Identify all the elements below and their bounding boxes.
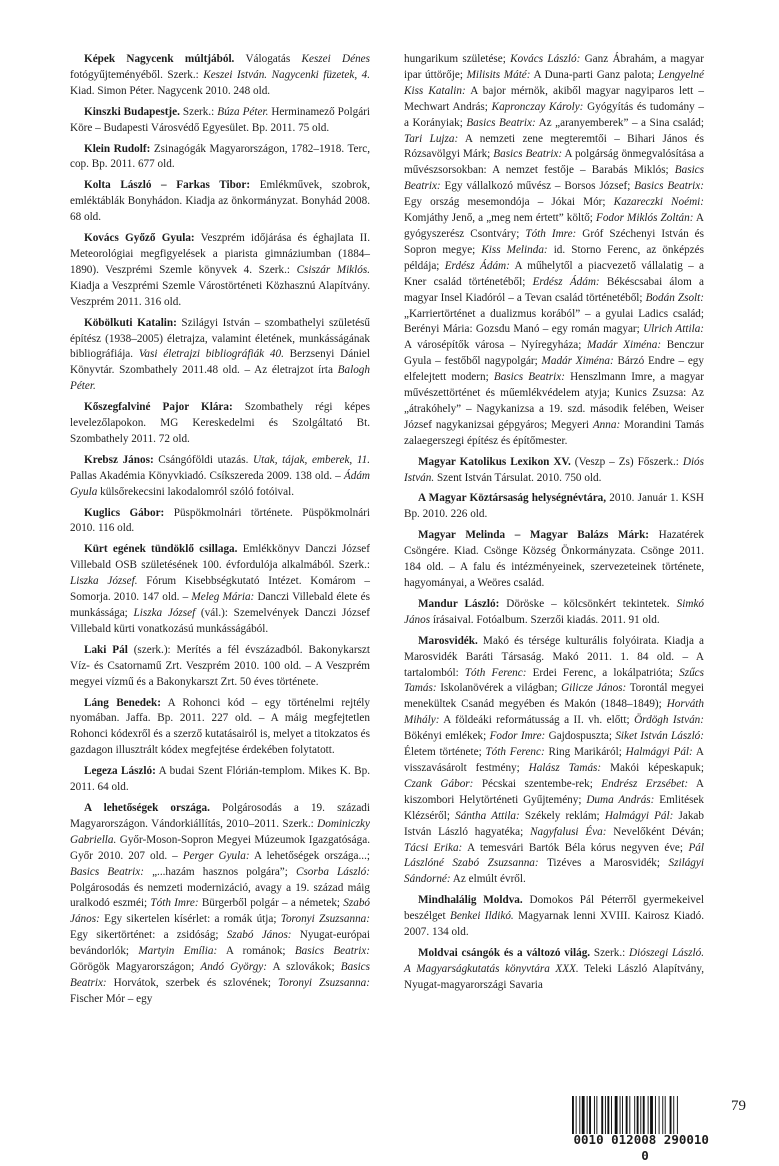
- barcode-bar: [596, 1096, 597, 1134]
- entry-text: külsőrekecsini lakodalomról szóló fotóival.: [97, 485, 295, 498]
- entry-italic-text: Lengyelné Kiss Katalin:: [404, 68, 704, 97]
- bibliography-entry: [70, 142, 370, 174]
- entry-text: A visszavásárolt festmény;: [404, 746, 704, 774]
- entry-text: A nemzeti zene megteremtői – Bihari János és Rózsavölgyi Márk;: [404, 132, 704, 161]
- barcode-bar: [605, 1096, 606, 1134]
- entry-title: Kőszegfalviné Pajor Klára:: [84, 401, 233, 414]
- entry-text: írásaival. Fotóalbum. Szerzői kiadás. 2011. 91 old.: [430, 613, 660, 626]
- entry-italic-text: Meleg Mária:: [191, 591, 255, 604]
- entry-text: „Karriertörténet a dualizmus korából” – a gyulai Ladics család; Berényi Mária: Gozsdu Manó – egy román magyar;: [404, 307, 704, 336]
- entry-italic-text: Csorba László:: [295, 865, 370, 878]
- barcode-bar: [648, 1096, 649, 1134]
- entry-title: Marosvidék.: [418, 634, 478, 647]
- bibliography-entry: [70, 506, 370, 538]
- entry-italic-text: Szilágyi Sándorné:: [404, 857, 704, 886]
- entry-text: Teleki László Alapítvány, Nyugat-magyarországi Savaria: [404, 962, 704, 991]
- entry-text: Komjáthy Jenő, a „meg nem értett” költő;: [404, 212, 596, 225]
- entry-text: Nyugat-európai bevándorlók;: [70, 929, 370, 958]
- entry-text: A városépítők városa – Nyíregyháza;: [404, 339, 588, 352]
- bibliography-entry: [70, 178, 370, 226]
- entry-text: Danczi Villebald élete és munkássága;: [70, 591, 370, 619]
- entry-italic-text: Gilicze János:: [561, 682, 627, 695]
- entry-text: A lehetőségek országa...;: [249, 849, 370, 862]
- entry-italic-text: Horváth Mihály:: [404, 698, 704, 727]
- entry-text: Fischer Mór – egy: [70, 992, 153, 1005]
- barcode-bar: [626, 1096, 628, 1134]
- entry-title: Kolta László – Farkas Tibor:: [84, 179, 251, 192]
- entry-text: Egy vállalkozó művész – Borsos József;: [440, 180, 635, 193]
- entry-italic-text: Kiss Melinda:: [481, 243, 548, 256]
- entry-italic-text: Milisits Máté:: [466, 68, 531, 81]
- barcode-bar: [665, 1096, 666, 1134]
- bibliography-entry: [70, 542, 370, 637]
- entry-text: Pécskai szentembe-rek;: [473, 777, 602, 790]
- left-column: [70, 52, 370, 1013]
- barcode-number: 0010 012008 290010 0: [573, 1132, 717, 1163]
- entry-text: (Veszp – Zs) Főszerk.:: [570, 455, 683, 468]
- entry-text: A Rohonci kód – egy történelmi rejtély nyomában. Jaffa. Bp. 2011. 227 old. – A máig megfejtetlen Rohonci kódexről és a szerző kutatásairól is, melyet a titokzatos és gazdagon illusztrált kódex megfejtése érdekében folytatott.: [70, 696, 371, 757]
- barcode-bar: [622, 1096, 623, 1134]
- bibliography-entry: [404, 491, 704, 523]
- entry-text: Kiadja a Veszprémi Szemle Várostörténeti Közhasznú Alapítvány. Veszprém 2011. 316 old.: [70, 279, 370, 308]
- page-number: 79: [731, 1098, 746, 1114]
- entry-text: Torontál megyei menekültek Csanád megyében és Makón (1848–1849);: [404, 682, 705, 711]
- entry-italic-text: Tóth Ferenc:: [464, 666, 527, 679]
- entry-text: Erdei Ferenc, a lokálpatrióta;: [526, 666, 680, 679]
- entry-text: A temesvári Bartók Béla kórus negyven éve;: [462, 841, 689, 854]
- entry-italic-text: Vasi életrajzi bibliográfiák 40.: [138, 348, 284, 361]
- entry-text: Polgárosodás a 19. századi Magyarországon. Vándorkiállítás, 2010–2011. Szerk.:: [70, 801, 370, 830]
- barcode-bar: [582, 1096, 585, 1134]
- entry-italic-text: Martyin Emília:: [138, 945, 218, 958]
- barcode-bar: [579, 1096, 580, 1134]
- bibliography-entry: [70, 400, 370, 448]
- barcode-bar: [673, 1096, 674, 1134]
- entry-italic-text: Halmágyi Pál:: [625, 746, 693, 759]
- entry-italic-text: Kapronczay Károly:: [491, 100, 584, 113]
- entry-text: Emlékművek, szobrok, emléktáblák Bonyhádon. Kiadja az önkormányzat. Bonyhád 2008. 68 old.: [70, 179, 370, 224]
- bibliography-entry: [70, 643, 370, 691]
- entry-title: Kinszki Budapestje.: [84, 105, 180, 118]
- barcode-bar: [629, 1096, 630, 1134]
- barcode-bar: [572, 1096, 574, 1134]
- entry-italic-text: Balogh Péter.: [70, 364, 370, 393]
- entry-title: Krebsz János:: [84, 453, 154, 466]
- barcode-bar: [637, 1096, 639, 1134]
- entry-text: Békéscsabai álom a magyar Insel Kiadóról – a Tevan család történetéből;: [404, 275, 704, 304]
- entry-italic-text: Tóth Ferenc:: [485, 746, 545, 759]
- entry-text: Az „aranyemberek” – a Sina család;: [535, 116, 704, 129]
- entry-text: „...hazám hasznos polgára”;: [143, 865, 296, 878]
- entry-italic-text: Basics Beatrix:: [404, 164, 704, 193]
- entry-text: Döröske – kölcsönkért tekintetek.: [499, 597, 677, 610]
- barcode-bar: [655, 1096, 656, 1134]
- entry-text: Kiad. Simon Péter. Nagycenk 2010. 248 old.: [70, 84, 271, 97]
- entry-title: Képek Nagycenk múltjából.: [84, 53, 235, 65]
- entry-text: Életem története;: [404, 746, 486, 759]
- entry-text: Benczur Gyula – festőből nagypolgár;: [404, 339, 704, 368]
- barcode-bar: [640, 1096, 641, 1134]
- entry-italic-text: Szabó János:: [226, 929, 292, 942]
- entry-italic-text: Kazareczki Noémi:: [613, 196, 704, 209]
- entry-text: A románok;: [217, 945, 295, 958]
- barcode-bar: [659, 1096, 660, 1134]
- entry-text: Győr-Moson-Sopron Megyei Múzeumok Igazgatósága. Győr 2010. 207 old. –: [70, 833, 370, 862]
- entry-text: Herminamező Polgári Köre – Budapesti Városvédő Egyesület. Bp. 2011. 75 old.: [70, 105, 370, 134]
- right-column: [404, 52, 704, 999]
- entry-italic-text: Bodán Zsolt:: [645, 291, 704, 304]
- entry-text: Domokos Pál Péterről gyermekeivel beszélget: [404, 894, 704, 923]
- entry-italic-text: Tari Lujza:: [404, 132, 459, 145]
- entry-text: (vál.): Szemelvények Danczi József Villebald kürti vonatkozású munkásságából.: [70, 607, 371, 635]
- entry-text: Gyógyítás és tudomány – a Korányiak;: [404, 100, 704, 129]
- entry-text: Magyarnak lenni XVIII. Kairosz Kiadó. 2007. 134 old.: [404, 910, 704, 939]
- entry-italic-text: Erdész Ádám:: [444, 259, 510, 272]
- barcode-bar: [601, 1096, 603, 1134]
- entry-title: Mandur László:: [418, 597, 500, 610]
- barcode-bar: [670, 1096, 672, 1134]
- entry-italic-text: Kovács László:: [510, 53, 581, 65]
- entry-text: Szombathely régi képes levelezőlapokon. MG Kereskedelmi és Szolgáltató Bt. Szombathely 2011. 72 old.: [70, 401, 370, 445]
- entry-text: Nevelőként Déván;: [606, 825, 704, 838]
- entry-italic-text: Madár Xiména:: [541, 355, 614, 368]
- entry-text: id. Storno Ferenc, az önképzés példája;: [404, 243, 704, 272]
- entry-text: Szerk.:: [590, 946, 630, 959]
- entry-text: Egy ország mesemondója – Jókai Mór;: [404, 196, 614, 209]
- entry-text: Bárzó Endre – egy elfelejtett modern;: [404, 355, 704, 384]
- entry-italic-text: Ádám Gyula: [70, 469, 370, 498]
- entry-text: A szlovákok;: [267, 961, 341, 974]
- bibliography-entry: [404, 634, 704, 889]
- entry-italic-text: Liszka József.: [70, 575, 138, 588]
- entry-text: Egy sikertörténet: a zsidóság;: [70, 929, 227, 942]
- entry-italic-text: Ulrich Attila:: [643, 323, 705, 336]
- entry-title: Kürt egének tündöklő csillaga.: [84, 543, 238, 556]
- entry-text: A gyógyszerész Csontváry;: [404, 212, 704, 240]
- barcode-bars: [570, 1096, 720, 1134]
- entry-title: A Magyar Köztársaság helységnévtára,: [418, 492, 607, 505]
- entry-text: A Duna-parti Ganz palota;: [530, 68, 659, 81]
- bibliography-entry: [70, 764, 370, 796]
- entry-text: A műhelytől a piacvezető vállalatig – a Kner család történetéből;: [404, 259, 705, 288]
- entry-text: Morandini Tamás zalaegerszegi építész és építőmester.: [404, 418, 704, 447]
- bibliography-entry: [404, 455, 704, 487]
- entry-text: Berzsenyi Dániel Könyvtár. Szombathely 2011.48 old. – Az életrajzot írta: [70, 348, 370, 377]
- entry-italic-text: Duma András:: [586, 793, 655, 806]
- entry-italic-text: Basics Beatrix:: [294, 945, 370, 958]
- entry-text: A kiszombori Helytörténeti Gyűjtemény;: [404, 777, 704, 806]
- entry-title: Magyar Katolikus Lexikon XV.: [418, 455, 571, 468]
- bibliography-entry: [70, 453, 370, 501]
- entry-text: Ring Marikáról;: [544, 746, 626, 759]
- entry-italic-text: Sántha Attila:: [455, 809, 520, 822]
- entry-italic-text: Perger Gyula:: [182, 849, 250, 862]
- entry-italic-text: Szűcs Tamás:: [404, 666, 705, 695]
- entry-text: Emlékkönyv Danczi József Villebald OSB születésének 100. évfordulója alkalmából. Szerk.:: [70, 543, 370, 572]
- bibliography-entry: [404, 946, 704, 994]
- entry-text: Az elmúlt évről.: [450, 873, 526, 886]
- entry-italic-text: Ördögh István:: [634, 714, 705, 727]
- entry-text: Fórum Kisebbségkutató Intézet. Komárom – Somorja. 2010. 147 old. –: [70, 575, 371, 604]
- bibliography-entry: [404, 52, 704, 450]
- barcode-bar: [643, 1096, 645, 1134]
- entry-text: fotógyűjteményéből. Szerk.:: [70, 68, 204, 81]
- barcode-bar: [594, 1096, 595, 1134]
- entry-italic-text: Nagyfalusi Éva:: [530, 825, 607, 838]
- entry-text: Szilágyi István – szombathelyi születésű építész (1938–2005) életrajza, valamint életének, munkásságának bibliográfiája.: [70, 316, 370, 361]
- entry-text: Görögök Magyarországon;: [70, 961, 201, 974]
- entry-title: Moldvai csángók és a változó világ.: [418, 946, 591, 959]
- entry-italic-text: Halász Tamás:: [528, 761, 602, 774]
- entry-italic-text: Basics Beatrix:: [493, 148, 563, 161]
- entry-italic-text: Utak, tájak, emberek, 11.: [253, 453, 370, 466]
- entry-italic-text: Madár Xiména:: [587, 339, 662, 352]
- entry-title: Magyar Melinda – Magyar Balázs Márk:: [418, 529, 650, 542]
- entry-italic-text: Búza Péter.: [217, 105, 269, 118]
- entry-text: Szent István Társulat. 2010. 750 old.: [434, 471, 602, 484]
- entry-italic-text: Tóth Imre:: [525, 227, 577, 240]
- entry-italic-text: Fodor Miklós Zoltán:: [595, 212, 694, 225]
- entry-text: Jakab István László hagyatéka;: [404, 809, 704, 838]
- bibliography-entry: [70, 231, 370, 311]
- entry-italic-text: Siket István László:: [615, 730, 704, 743]
- entry-title: A lehetőségek országa.: [84, 801, 210, 814]
- barcode-bar: [677, 1096, 678, 1134]
- entry-text: Iskolanövérek a világban;: [436, 682, 562, 695]
- entry-italic-text: Benkei Ildikó.: [450, 910, 514, 923]
- barcode-bar: [650, 1096, 653, 1134]
- entry-italic-text: Liszka József: [133, 607, 196, 619]
- entry-text: Pallas Akadémia Könyvkiadó. Csíkszereda 2009. 138 old. –: [70, 469, 344, 482]
- entry-italic-text: Basics Beatrix:: [493, 371, 565, 384]
- entry-italic-text: Andó György:: [200, 961, 268, 974]
- entry-italic-text: Erdész Ádám:: [532, 275, 600, 288]
- barcode-bar: [607, 1096, 609, 1134]
- barcode-bar: [587, 1096, 588, 1134]
- entry-italic-text: Pál Lászlóné Szabó Zsuzsanna:: [404, 841, 704, 870]
- barcode-bar: [576, 1096, 577, 1134]
- entry-italic-text: Czank Gábor:: [404, 777, 474, 790]
- entry-italic-text: Basics Beatrix:: [466, 116, 536, 129]
- entry-text: A budai Szent Flórián-templom. Mikes K. Bp. 2011. 64 old.: [70, 765, 370, 794]
- bibliography-entry: [404, 528, 704, 592]
- entry-text: Bökényi emlékek;: [404, 730, 490, 743]
- entry-italic-text: Basics Beatrix:: [70, 961, 371, 989]
- entry-text: Henszlmann Imre, a magyar művészettörténet és műemlékvédelem atyja; Kunics Zsuzsa: Az „átrakóhely” – Nagykanizsa a 19. szd. második felében, Weiser József nagykanizsai gépgyáros; Megyeri: [404, 371, 704, 431]
- entry-text: Hazatérek Csöngére. Kiad. Csönge Község Önkormányzata. Csönge 2011. 184 old. – A falu és intézményeinek, szervezeteinek története, hagyományai, a Weöres család.: [404, 529, 704, 589]
- entry-text: 2010. Január 1. KSH Bp. 2010. 226 old.: [404, 492, 704, 521]
- bibliography-entry: [70, 316, 370, 396]
- barcode-bar: [634, 1096, 635, 1134]
- entry-italic-text: Endrész Erzsébet:: [601, 777, 689, 790]
- entry-title: Legeza László:: [84, 765, 156, 778]
- entry-text: Válogatás: [234, 53, 302, 65]
- entry-title: Láng Benedek:: [84, 696, 161, 709]
- bibliography-entry: [70, 801, 370, 1008]
- entry-italic-text: Dominiczky Gabriella.: [70, 817, 370, 846]
- entry-text: Zsinagógák Magyarországon, 1782–1918. Terc, cop. Bp. 2011. 677 old.: [70, 142, 370, 171]
- barcode-bar: [662, 1096, 663, 1134]
- entry-text: Püspökmolnári története. Püspökmolnári 2010. 116 old.: [70, 506, 371, 535]
- entry-italic-text: Fodor Imre:: [489, 730, 546, 743]
- entry-italic-text: Csiszár Miklós.: [296, 263, 370, 276]
- entry-italic-text: Toronyi Zsuzsanna:: [280, 913, 370, 926]
- entry-italic-text: Tóth Imre:: [150, 897, 199, 910]
- entry-title: Kuglics Gábor:: [84, 506, 165, 519]
- entry-italic-text: Simkó János: [404, 597, 704, 626]
- entry-title: Kovács Győző Gyula:: [84, 232, 195, 245]
- barcode-bar: [620, 1096, 621, 1134]
- entry-italic-text: Szabó János:: [70, 897, 371, 926]
- bibliography-entry: [70, 52, 370, 100]
- entry-italic-text: Basics Beatrix:: [70, 865, 144, 878]
- entry-title: Klein Rudolf:: [84, 142, 151, 155]
- entry-text: (szerk.): Merítés a fél évszázadból. Bakonykarszt Víz- és Csatornamű Zrt. Veszprém 2010. 100 old. – A Veszprém megyei vízmű és a Bakonykarszt Zrt. 50 éves története.: [70, 643, 370, 688]
- entry-title: Mindhalálig Moldva.: [418, 894, 523, 907]
- entry-text: A bajor mérnök, akiből magyar nagyiparos lett – Mechwart András;: [404, 84, 704, 113]
- entry-title: Laki Pál: [84, 643, 128, 656]
- entry-italic-text: Basics Beatrix:: [634, 180, 704, 193]
- entry-italic-text: Toronyi Zsuzsanna:: [278, 976, 370, 989]
- entry-text: A polgárság önmegvalósítása a művészsorsokban: A nemzet festője – Barabás Miklós;: [404, 148, 704, 177]
- bibliography-entry: [404, 893, 704, 941]
- entry-text: Horvátok, szerbek és szlovének;: [106, 976, 279, 989]
- barcode-bar: [611, 1096, 612, 1134]
- entry-text: Makó és térsége kulturális folyóirata. Kiadja a Marosvidék Baráti Társaság. Makó 2011. 1. 84 old. – A tartalomból:: [404, 634, 704, 679]
- entry-italic-text: Anna:: [592, 418, 621, 431]
- entry-text: Makói képeskapuk;: [601, 761, 704, 774]
- entry-text: A földeáki reformátusság a II. vh. előtt;: [439, 714, 635, 727]
- entry-italic-text: Halmágyi Pál:: [604, 809, 674, 822]
- entry-text: Egy sikertelen kísérlet: a romák útja;: [99, 913, 281, 926]
- entry-title: Köbölkuti Katalin:: [84, 316, 177, 329]
- entry-italic-text: Diós István.: [404, 455, 704, 484]
- barcode: [570, 1096, 720, 1163]
- bibliography-entry: [70, 696, 370, 760]
- entry-italic-text: Diószegi László. A Magyarságkutatás könyvtára XXX.: [404, 946, 704, 975]
- bibliography-entry: [404, 597, 704, 629]
- entry-text: Emlitések Klézséről;: [404, 793, 704, 822]
- entry-text: Polgárosodás és nemzeti modernizáció, avagy a 19. század máig uralkodó eszméi;: [70, 881, 370, 910]
- entry-text: Gajdospuszta;: [545, 730, 616, 743]
- entry-text: Csángóföldi utazás.: [153, 453, 253, 466]
- bibliography-entry: [70, 105, 370, 137]
- entry-italic-text: Tácsi Erika:: [404, 841, 463, 854]
- entry-text: hungarikum születése;: [404, 53, 511, 65]
- entry-text: Bürgerből polgár – a németek;: [198, 897, 344, 910]
- entry-text: Gróf Széchenyi István és Sopron megye;: [404, 227, 705, 256]
- entry-text: Ganz Ábrahám, a magyar ipar úttörője;: [404, 53, 704, 81]
- entry-text: Veszprém időjárása és éghajlata II. Meteorológiai megfigyelések a piarista gimnáziumban (1884–1890). Veszprémi Szemle könyvek 4. Szerk.:: [70, 232, 371, 276]
- entry-text: Tizéves a Marosvidék;: [538, 857, 669, 870]
- barcode-bar: [589, 1096, 591, 1134]
- entry-italic-text: Keszei Dénes: [301, 53, 370, 65]
- entry-text: Szerk.:: [179, 105, 218, 118]
- entry-italic-text: Keszei István. Nagycenki füzetek, 4.: [203, 68, 370, 81]
- barcode-bar: [615, 1096, 618, 1134]
- entry-text: Székely reklám;: [519, 809, 605, 822]
